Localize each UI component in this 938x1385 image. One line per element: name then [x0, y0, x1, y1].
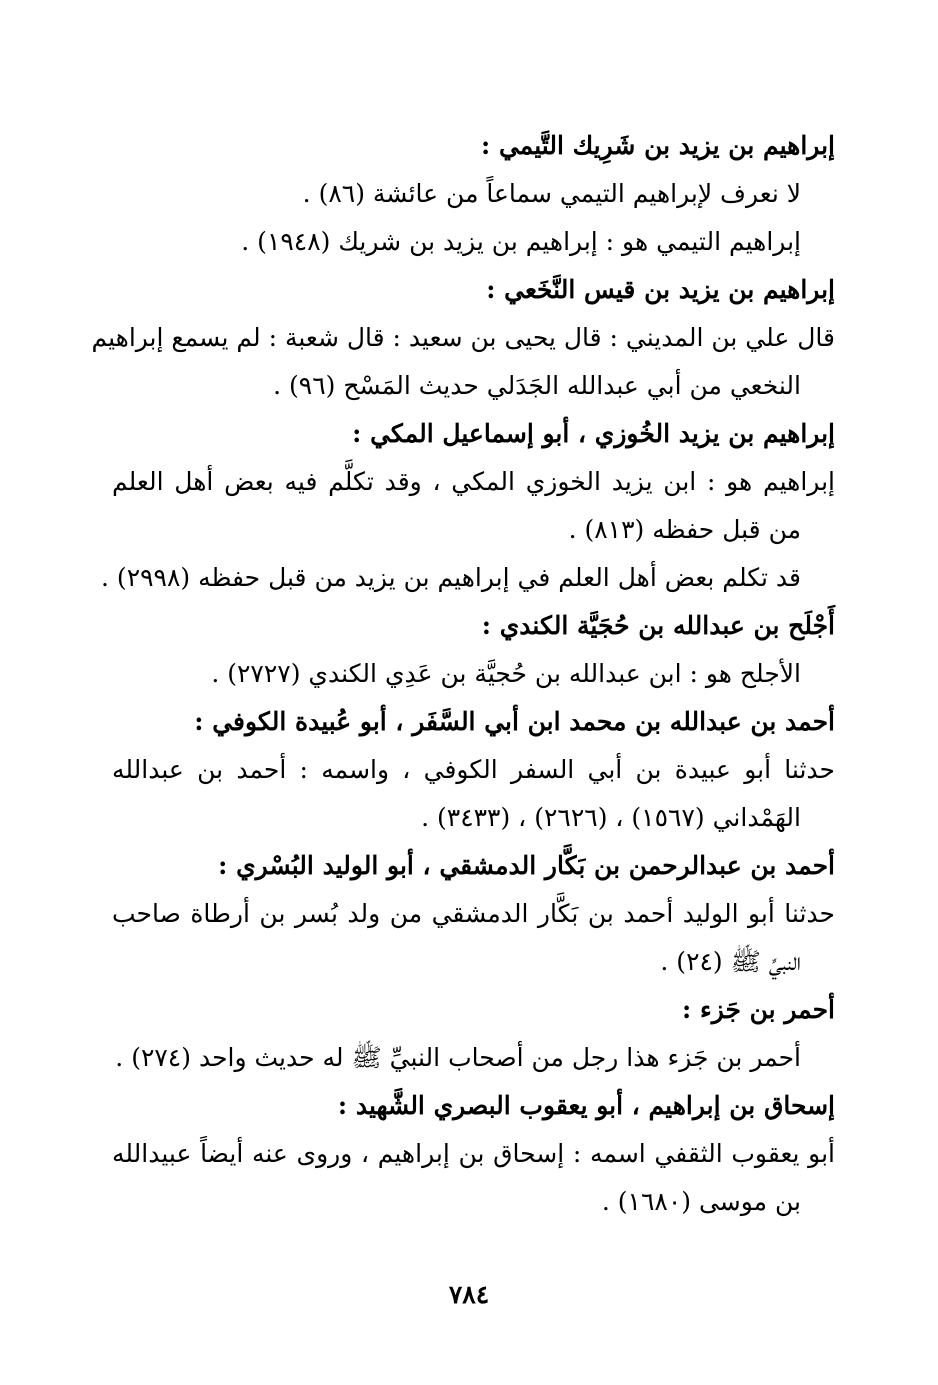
page-number: ٧٨٤: [448, 1280, 490, 1309]
entry-text: لا نعرف لإبراهيم التيمي سماعاً من عائشة (٨٦) .: [302, 179, 801, 208]
entry-heading: إبراهيم بن يزيد بن قيس النَّخَعي :: [486, 275, 835, 304]
entry-heading: إبراهيم بن يزيد الخُوزي ، أبو إسماعيل المكي :: [352, 419, 835, 448]
entry-heading: أحمد بن عبدالرحمن بن بَكَّار الدمشقي ، أبو الوليد البُسْري :: [218, 851, 835, 880]
entry-heading: أَجْلَح بن عبدالله بن حُجَيَّة الكندي :: [481, 611, 835, 640]
entry-text: إبراهيم التيمي هو : إبراهيم بن يزيد بن شريك (١٩٤٨) .: [241, 227, 801, 256]
text-block: [91, 122, 835, 1226]
entry-text: أبو يعقوب الثقفي اسمه : إسحاق بن إبراهيم ، وروى عنه أيضاً عبيدالله: [112, 1139, 835, 1168]
entry-text: الأجلح هو : ابن عبدالله بن حُجيَّة بن عَدِي الكندي (٢٧٢٧) .: [211, 659, 801, 688]
entry-text: حدثنا أبو عبيدة بن أبي السفر الكوفي ، واسمه : أحمد بن عبدالله: [112, 755, 835, 784]
entry-heading: أحمر بن جَزء :: [682, 995, 835, 1024]
entry-heading: إسحاق بن إبراهيم ، أبو يعقوب البصري الشَّهيد :: [337, 1091, 835, 1120]
entry-heading: إبراهيم بن يزيد بن شَرِيك التَّيمي :: [481, 131, 835, 160]
entry-text: قال علي بن المديني : قال يحيى بن سعيد : قال شعبة : لم يسمع إبراهيم: [91, 323, 835, 352]
entry-text: النبيِّ ﷺ (٢٤) .: [660, 947, 801, 976]
entry-text: بن موسى (١٦٨٠) .: [601, 1187, 801, 1216]
entry-heading: أحمد بن عبدالله بن محمد ابن أبي السَّفَر ، أبو عُبيدة الكوفي :: [194, 707, 835, 736]
entry-text: قد تكلم بعض أهل العلم في إبراهيم بن يزيد من قبل حفظه (٢٩٩٨) .: [101, 563, 801, 592]
entry-text: النخعي من أبي عبدالله الجَدَلي حديث المَسْح (٩٦) .: [273, 371, 801, 400]
entry-text: الهَمْداني (١٥٦٧) ، (٢٦٢٦) ، (٣٤٣٣) .: [421, 803, 801, 832]
entry-text: من قبل حفظه (٨١٣) .: [568, 515, 801, 544]
entry-text: إبراهيم هو : ابن يزيد الخوزي المكي ، وقد تكلَّم فيه بعض أهل العلم: [112, 467, 835, 496]
entry-text: أحمر بن جَزء هذا رجل من أصحاب النبيِّ ﷺ له حديث واحد (٢٧٤) .: [115, 1043, 801, 1072]
entry-text: حدثنا أبو الوليد أحمد بن بَكَّار الدمشقي من ولد بُسر بن أرطاة صاحب: [112, 899, 835, 928]
